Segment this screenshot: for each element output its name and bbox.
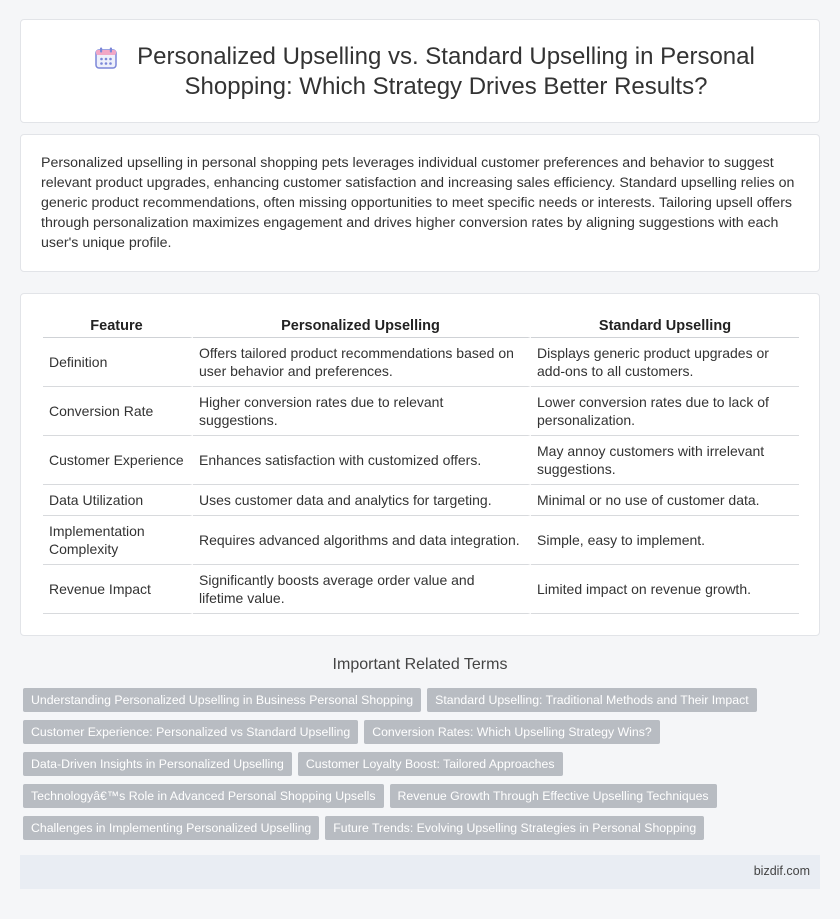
feature-cell: Implementation Complexity (43, 516, 193, 565)
related-term-link[interactable]: Future Trends: Evolving Upselling Strategies in Personal Shopping (325, 816, 704, 840)
related-term-link[interactable]: Customer Loyalty Boost: Tailored Approaches (298, 752, 563, 776)
related-term-link[interactable]: Understanding Personalized Upselling in Business Personal Shopping (23, 688, 421, 712)
calendar-icon (94, 46, 118, 70)
personalized-cell: Offers tailored product recommendations based on user behavior and preferences. (193, 338, 531, 387)
header-feature: Feature (43, 314, 193, 338)
table-row (43, 387, 799, 436)
site-name: bizdif.com (753, 864, 810, 878)
standard-cell: Lower conversion rates due to lack of personalization. (531, 387, 799, 436)
title-row (21, 42, 821, 102)
standard-cell: Minimal or no use of customer data. (531, 485, 799, 516)
personalized-cell: Requires advanced algorithms and data integration. (193, 516, 531, 565)
header-personalized: Personalized Upselling (193, 314, 531, 338)
comparison-card (20, 293, 820, 636)
personalized-cell: Enhances satisfaction with customized offers. (193, 436, 531, 485)
tag-row (23, 784, 823, 816)
feature-cell: Conversion Rate (43, 387, 193, 436)
tag-row (23, 816, 823, 848)
footer (20, 855, 820, 889)
tag-row (23, 752, 823, 784)
standard-cell: May annoy customers with irrelevant suggestions. (531, 436, 799, 485)
title-card (20, 19, 820, 123)
related-term-link[interactable]: Technologyâ€™s Role in Advanced Personal Shopping Upsells (23, 784, 384, 808)
standard-cell: Simple, easy to implement. (531, 516, 799, 565)
related-term-link[interactable]: Data-Driven Insights in Personalized Upselling (23, 752, 292, 776)
tag-row (23, 720, 823, 752)
intro-card (20, 134, 820, 272)
page-title: Personalized Upselling vs. Standard Upselling in Personal Shopping: Which Strategy Drives Better Results? (137, 43, 755, 100)
intro-paragraph: Personalized upselling in personal shopping pets leverages individual customer preferences and behavior to suggest relevant product upgrades, enhancing customer satisfaction and increasing sales efficiency. Standard upselling relies on generic product recommendations, often missing opportunities to meet specific needs or interests. Tailoring upsell offers through personalization maximizes engagement and drives higher conversion rates by aligning suggestions with each user's unique profile. (41, 155, 795, 251)
related-term-link[interactable]: Standard Upselling: Traditional Methods and Their Impact (427, 688, 757, 712)
table-row (43, 338, 799, 387)
standard-cell: Limited impact on revenue growth. (531, 565, 799, 614)
tag-row (23, 688, 823, 720)
related-terms-heading: Important Related Terms (332, 656, 508, 673)
table-row (43, 436, 799, 485)
personalized-cell: Significantly boosts average order value and lifetime value. (193, 565, 531, 614)
table-row (43, 485, 799, 516)
feature-cell: Data Utilization (43, 485, 193, 516)
feature-cell: Revenue Impact (43, 565, 193, 614)
table-row (43, 516, 799, 565)
related-term-link[interactable]: Customer Experience: Personalized vs Standard Upselling (23, 720, 358, 744)
related-terms-list (23, 688, 823, 848)
personalized-cell: Uses customer data and analytics for targeting. (193, 485, 531, 516)
table-header-row (43, 314, 799, 338)
personalized-cell: Higher conversion rates due to relevant suggestions. (193, 387, 531, 436)
related-term-link[interactable]: Challenges in Implementing Personalized Upselling (23, 816, 319, 840)
comparison-table (43, 314, 799, 614)
table-row (43, 565, 799, 614)
related-term-link[interactable]: Conversion Rates: Which Upselling Strategy Wins? (364, 720, 660, 744)
header-standard: Standard Upselling (531, 314, 799, 338)
feature-cell: Customer Experience (43, 436, 193, 485)
standard-cell: Displays generic product upgrades or add-ons to all customers. (531, 338, 799, 387)
feature-cell: Definition (43, 338, 193, 387)
related-term-link[interactable]: Revenue Growth Through Effective Upselling Techniques (390, 784, 717, 808)
